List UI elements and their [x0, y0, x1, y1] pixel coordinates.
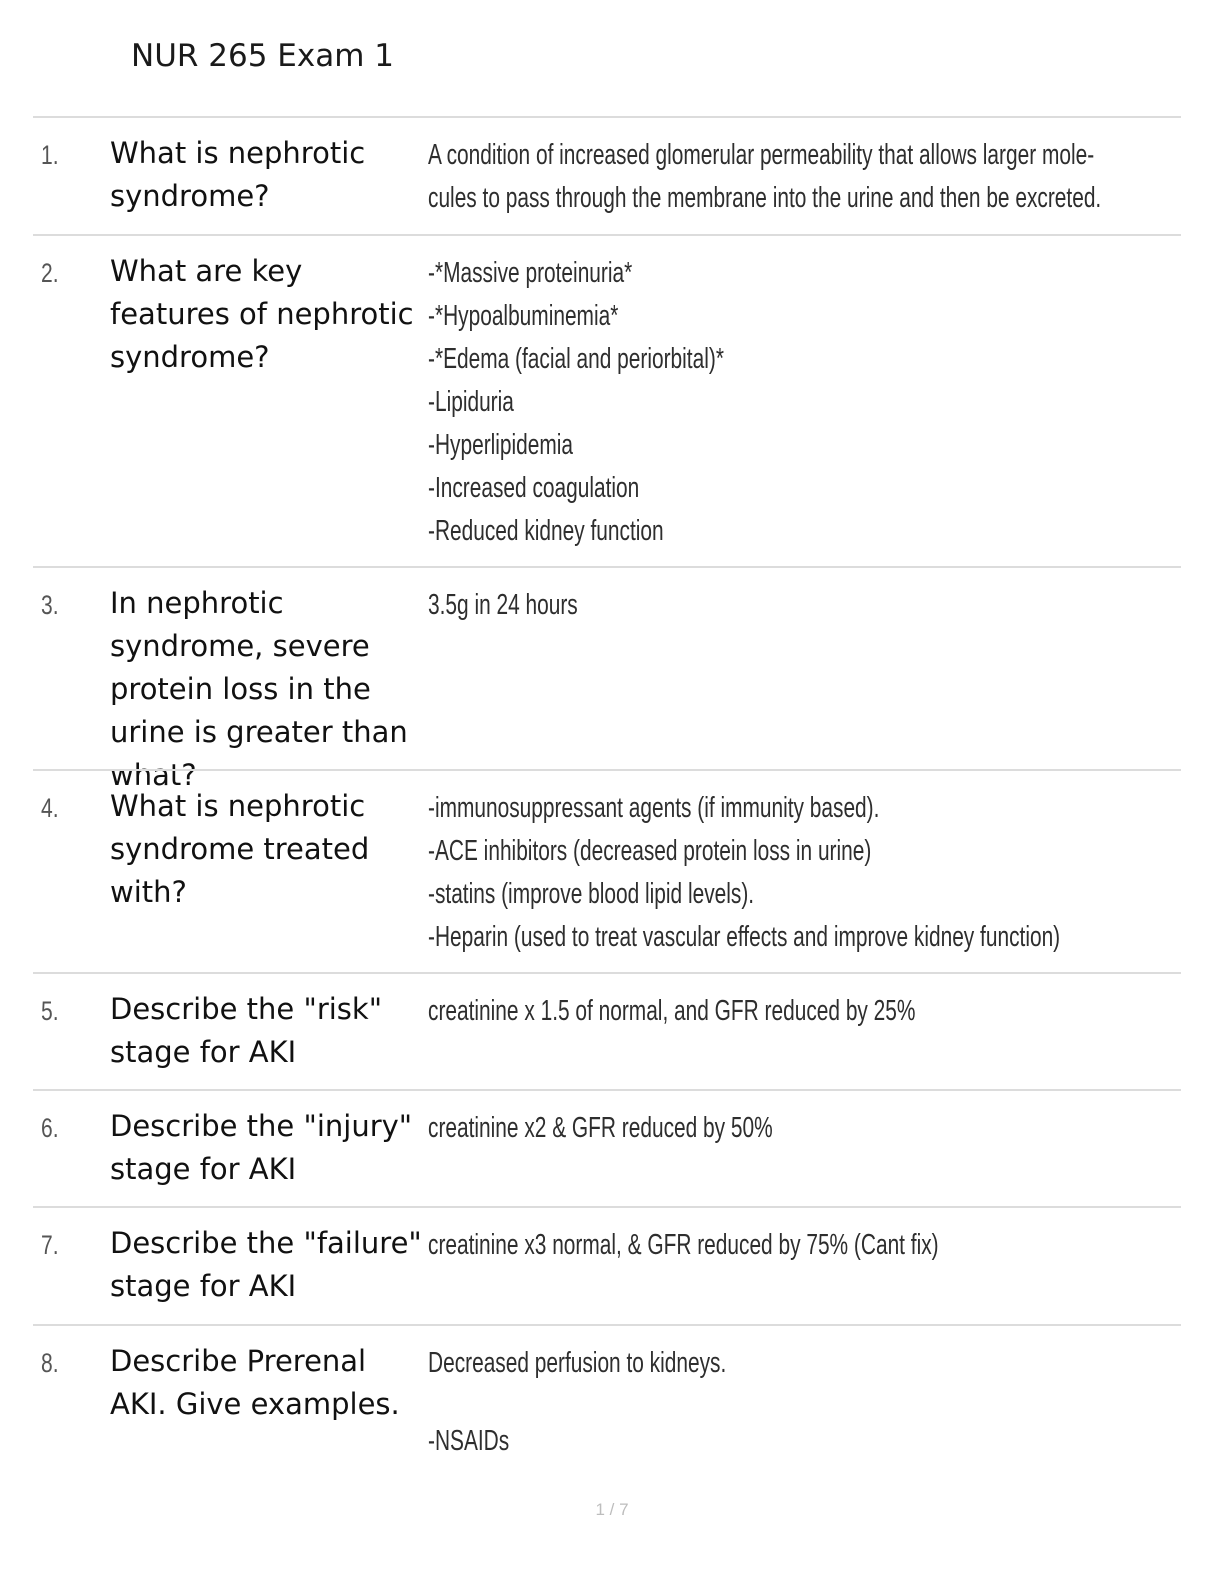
definition-line: 3.5g in 24 hours [428, 589, 578, 621]
card-term: Describe the "failure" stage for AKI [110, 1226, 422, 1303]
definition-line: cules to pass through the membrane into the urine and then be excreted. [428, 182, 1102, 214]
card-number: 1. [41, 140, 59, 170]
card-number: 3. [41, 590, 59, 620]
flashcard [33, 1324, 1181, 1474]
card-definition [428, 1342, 1148, 1463]
card-definition [428, 1224, 1148, 1267]
definition-spacer [428, 1385, 1148, 1420]
card-term: Describe the "injury" stage for AKI [110, 1109, 413, 1186]
definition-line: -ACE inhibitors (decreased protein loss in urine) [428, 835, 872, 867]
flashcard [33, 116, 1181, 234]
card-number: 2. [41, 258, 59, 288]
definition-line: creatinine x3 normal, & GFR reduced by 75% (Cant fix) [428, 1229, 939, 1261]
definition-line: -Lipiduria [428, 386, 514, 418]
card-term: Describe the "risk" stage for AKI [110, 992, 383, 1069]
card-number: 5. [41, 996, 59, 1026]
flashcard [33, 769, 1181, 972]
page-indicator: 1 / 7 [595, 1500, 629, 1519]
definition-line: -*Edema (facial and periorbital)* [428, 343, 724, 375]
definition-line: A condition of increased glomerular permeability that allows larger mole- [428, 139, 1095, 171]
card-definition [428, 1107, 1148, 1150]
flashcard [33, 566, 1181, 792]
card-term: In nephrotic syndrome, severe protein loss in the urine is greater than what? [110, 586, 408, 792]
card-definition [428, 787, 1148, 959]
card-term: What is nephrotic syndrome treated with? [110, 789, 370, 909]
definition-line: -immunosuppressant agents (if immunity based). [428, 792, 880, 824]
definition-line: -*Hypoalbuminemia* [428, 300, 619, 332]
card-definition [428, 584, 1148, 627]
definition-line: -*Massive proteinuria* [428, 257, 633, 289]
card-definition [428, 252, 1148, 553]
card-definition [428, 990, 1148, 1033]
definition-line: -statins (improve blood lipid levels). [428, 878, 755, 910]
flashcard [33, 972, 1181, 1089]
card-number: 7. [41, 1230, 59, 1260]
flashcard [33, 1089, 1181, 1206]
card-term: Describe Prerenal AKI. Give examples. [110, 1344, 400, 1421]
definition-line: -NSAIDs [428, 1425, 510, 1457]
card-term: What are key features of nephrotic syndrome? [110, 254, 414, 374]
definition-line: -Hyperlipidemia [428, 429, 574, 461]
definition-line: creatinine x 1.5 of normal, and GFR reduced by 25% [428, 995, 916, 1027]
flashcard-list [33, 116, 1181, 1474]
definition-line: -Increased coagulation [428, 472, 640, 504]
definition-line: creatinine x2 & GFR reduced by 50% [428, 1112, 773, 1144]
definition-line: -Reduced kidney function [428, 515, 664, 547]
document-title: NUR 265 Exam 1 [131, 38, 395, 74]
card-number: 4. [41, 793, 59, 823]
card-term: What is nephrotic syndrome? [110, 136, 366, 213]
card-definition [428, 134, 1148, 220]
flashcard [33, 234, 1181, 566]
definition-line: Decreased perfusion to kidneys. [428, 1347, 727, 1379]
definition-line: -Heparin (used to treat vascular effects and improve kidney function) [428, 921, 1061, 953]
card-number: 6. [41, 1113, 59, 1143]
flashcard [33, 1206, 1181, 1324]
card-number: 8. [41, 1348, 59, 1378]
